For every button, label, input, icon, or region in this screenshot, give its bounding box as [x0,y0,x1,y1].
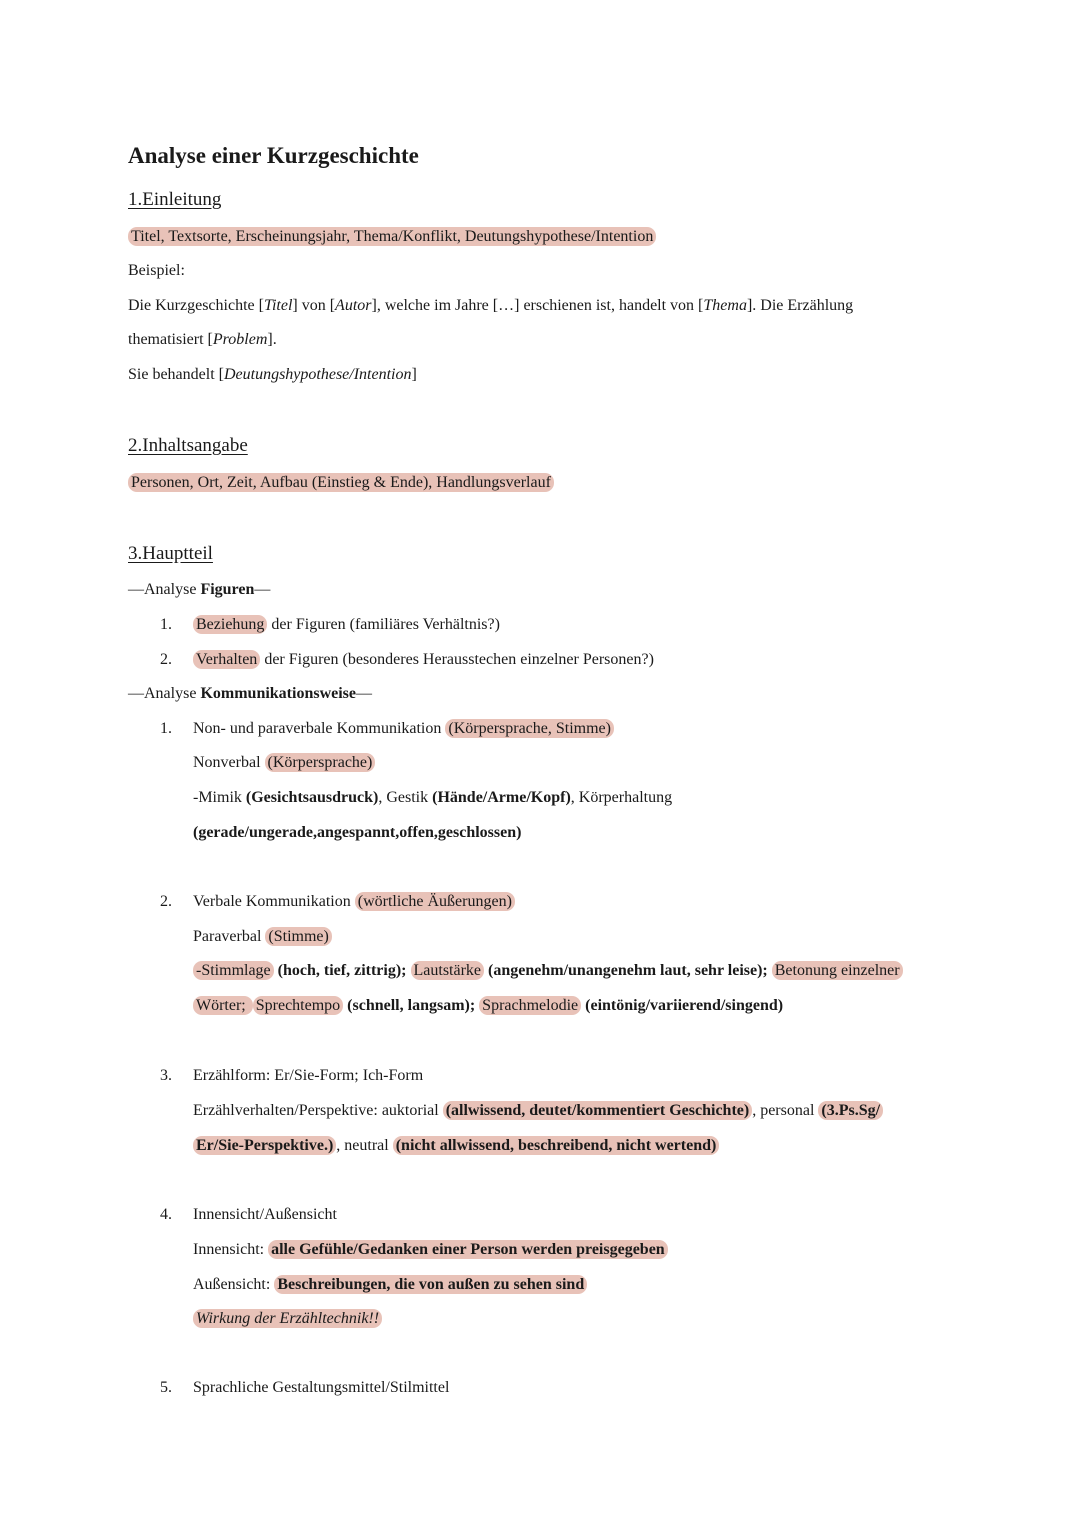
innensicht-line: Innensicht: alle Gefühle/Gedanken einer Person werden preisgegeben [193,1240,668,1260]
einleitung-keywords [128,227,656,247]
section-heading-einleitung: 1.Einleitung [128,189,222,210]
example-line-1: Die Kurzgeschichte [Titel] von [Autor], welche im Jahre […] erschienen ist, handelt von [Thema]. Die Erzählung [128,297,854,314]
subheading-kommunikationsweise: —Analyse Kommunikationsweise— [128,685,373,702]
highlight: Titel, Textsorte, Erscheinungsjahr, Thema/Konflikt, Deutungshypothese/Intention [128,227,656,246]
aussensicht-line: Außensicht: Beschreibungen, die von außen zu sehen sind [193,1275,587,1295]
list-item-innensicht: Innensicht/Außensicht [193,1206,337,1223]
section-heading-inhaltsangabe: 2.Inhaltsangabe [128,435,248,456]
example-line-2: thematisiert [Problem]. [128,331,277,348]
list-item-erzaehlform: Erzählform: Er/Sie-Form; Ich-Form [193,1067,424,1084]
subheading-figuren: —Analyse Figuren— [128,581,271,598]
mimik-line: -Mimik (Gesichtsausdruck), Gestik (Hände/Arme/Kopf), Körperhaltung [193,789,673,806]
list-number: 3. [160,1067,172,1084]
koerperhaltung-line: (gerade/ungerade,angespannt,offen,geschlossen) [193,824,522,841]
list-item-stilmittel: Sprachliche Gestaltungsmittel/Stilmittel [193,1379,450,1396]
list-item-non-paraverbal: Non- und paraverbale Kommunikation (Körpersprache, Stimme) [193,719,614,739]
beispiel-label: Beispiel: [128,262,185,279]
list-number: 2. [160,893,172,910]
page-title: Analyse einer Kurzgeschichte [128,143,419,168]
wirkung-line: Wirkung der Erzähltechnik!! [193,1309,382,1329]
list-item-verhalten: Verhalten der Figuren (besonderes Herausstechen einzelner Personen?) [193,650,654,670]
section-heading-hauptteil: 3.Hauptteil [128,543,213,564]
highlight: Personen, Ort, Zeit, Aufbau (Einstieg & Ende), Handlungsverlauf [128,473,554,492]
erzaehlverhalten-line: Erzählverhalten/Perspektive: auktorial (allwissend, deutet/kommentiert Geschichte) , personal (3.Ps.Sg/ [193,1101,883,1121]
list-number: 2. [160,651,172,668]
list-number: 5. [160,1379,172,1396]
nonverbal-line: Nonverbal (Körpersprache) [193,753,375,773]
list-number: 1. [160,720,172,737]
sprechtempo-line: Wörter; Sprechtempo (schnell, langsam); Sprachmelodie (eintönig/variierend/singend) [193,996,783,1016]
list-item-verbal: Verbale Kommunikation (wörtliche Äußerungen) [193,892,515,912]
stimmlage-line: -Stimmlage (hoch, tief, zittrig); Lautstärke (angenehm/unangenehm laut, sehr leise); Betonung einzelner [193,961,903,981]
inhaltsangabe-keywords [128,473,554,493]
paraverbal-line: Paraverbal (Stimme) [193,927,332,947]
list-number: 1. [160,616,172,633]
example-line-3: Sie behandelt [Deutungshypothese/Intention] [128,366,417,383]
perspektive-line: Er/Sie-Perspektive.) , neutral (nicht allwissend, beschreibend, nicht wertend) [193,1136,719,1156]
list-number: 4. [160,1206,172,1223]
list-item-beziehung: Beziehung der Figuren (familiäres Verhältnis?) [193,615,500,635]
